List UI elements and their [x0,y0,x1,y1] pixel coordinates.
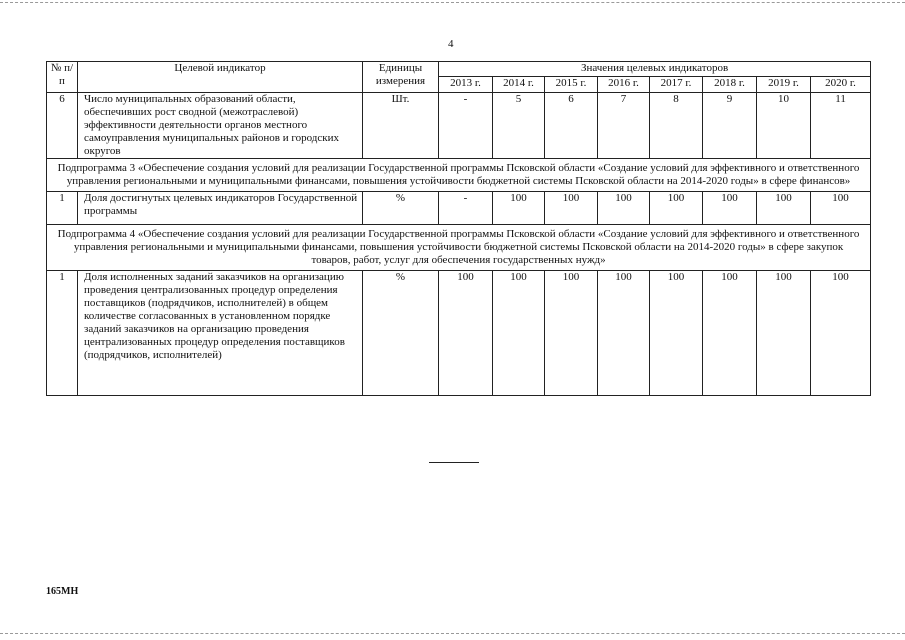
row-num: 1 [47,192,78,225]
value-2014: 5 [493,93,545,159]
header-indicator: Целевой индикатор [78,62,363,93]
year-2016: 2016 г. [598,77,650,93]
page-number: 4 [448,38,454,50]
year-2017: 2017 г. [650,77,703,93]
year-2015: 2015 г. [545,77,598,93]
value-2020: 100 [811,271,871,396]
value-2013: - [439,192,493,225]
scan-edge-top [0,2,905,3]
value-2017: 8 [650,93,703,159]
row-unit: Шт. [363,93,439,159]
subprogram-4-title: Подпрограмма 4 «Обеспечение создания условий для реализации Государственной программы Псковской области «Создание условий для эффективного и ответственного управления региональными и муниципальными финансами, повышения устойчивости бюджетной системы Псковской области на 2014-2020 годы» в сфере закупок товаров, работ, услуг для обеспечения государственных нужд» [47,225,871,271]
row-indicator: Число муниципальных образований области, обеспечивших рост сводной (межотраслевой) эффективности деятельности органов местного самоуправления муниципальных районов и городских округов [78,93,363,159]
value-2017: 100 [650,271,703,396]
year-2018: 2018 г. [703,77,757,93]
header-values: Значения целевых индикаторов [439,62,871,77]
year-2013: 2013 г. [439,77,493,93]
subprogram-3-title: Подпрограмма 3 «Обеспечение создания условий для реализации Государственной программы Псковской области «Создание условий для эффективного и ответственного управления региональными и муниципальными финансами, повышения устойчивости бюджетной системы Псковской области на 2014-2020 годы» в сфере финансов» [47,159,871,192]
row-num: 6 [47,93,78,159]
year-2020: 2020 г. [811,77,871,93]
value-2018: 100 [703,271,757,396]
table-row [47,271,871,396]
row-indicator: Доля исполненных заданий заказчиков на организацию проведения централизованных процедур определения поставщиков (подрядчиков, исполнителей) в общем количестве согласованных в установленном порядке заданий заказчиков на организацию проведения централизованных процедур определения поставщиков (подрядчиков, исполнителей) [78,271,363,396]
subprogram-3-row [47,159,871,192]
scan-edge-bottom [0,633,905,634]
value-2013: 100 [439,271,493,396]
year-2014: 2014 г. [493,77,545,93]
value-2013: - [439,93,493,159]
row-unit: % [363,192,439,225]
subprogram-4-row [47,225,871,271]
value-2016: 7 [598,93,650,159]
row-num: 1 [47,271,78,396]
value-2019: 100 [757,271,811,396]
value-2018: 100 [703,192,757,225]
value-2016: 100 [598,271,650,396]
value-2018: 9 [703,93,757,159]
year-2019: 2019 г. [757,77,811,93]
header-units: Единицы измерения [363,62,439,93]
header-row [47,62,871,77]
value-2019: 10 [757,93,811,159]
table-row [47,93,871,159]
footer-code: 165МН [46,586,79,597]
row-indicator: Доля достигнутых целевых индикаторов Государственной программы [78,192,363,225]
value-2014: 100 [493,271,545,396]
indicators-table [46,61,871,396]
value-2015: 100 [545,192,598,225]
value-2019: 100 [757,192,811,225]
row-unit: % [363,271,439,396]
table-row [47,192,871,225]
header-num: № п/п [47,62,78,93]
value-2016: 100 [598,192,650,225]
value-2020: 11 [811,93,871,159]
separator-line [429,462,479,463]
value-2020: 100 [811,192,871,225]
value-2014: 100 [493,192,545,225]
value-2015: 100 [545,271,598,396]
value-2017: 100 [650,192,703,225]
value-2015: 6 [545,93,598,159]
